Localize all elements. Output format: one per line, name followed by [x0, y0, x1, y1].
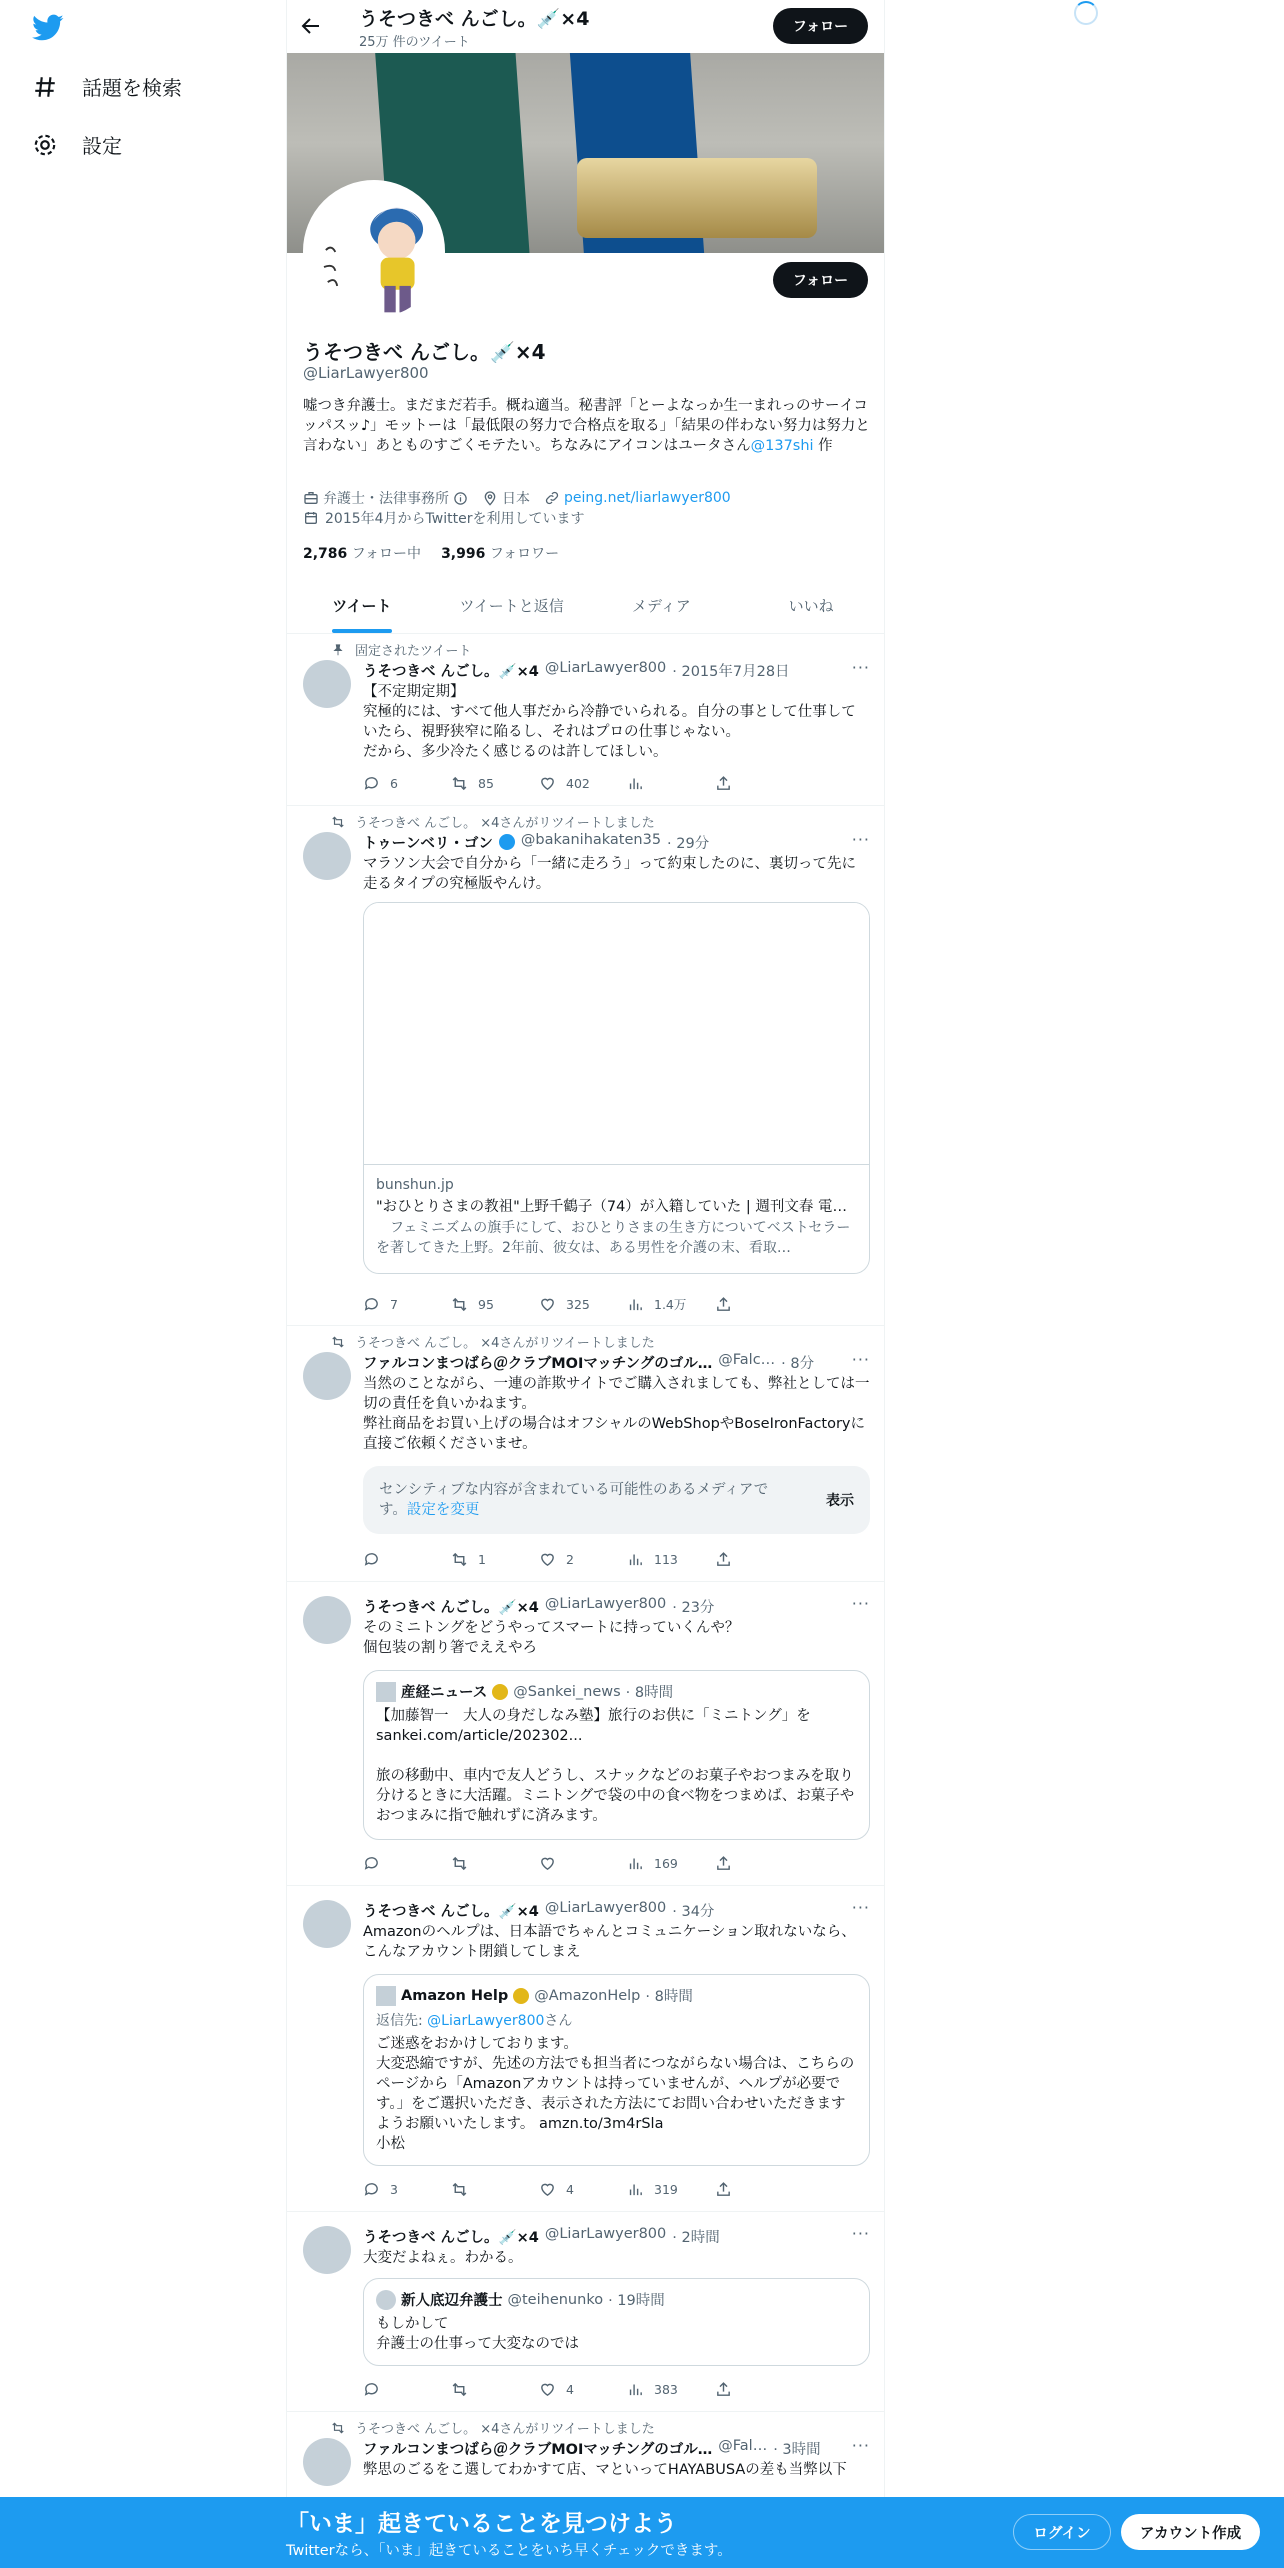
calendar-icon [303, 510, 319, 526]
tweet[interactable] [287, 806, 885, 1326]
tweet-header [363, 1900, 870, 1921]
tweet-time[interactable]: · 34分 [672, 1904, 715, 1920]
profile-url[interactable] [544, 490, 731, 506]
like-count: 4 [566, 2382, 574, 2397]
avatar[interactable] [303, 2226, 351, 2274]
bio-suffix: 作 [813, 438, 833, 454]
tweet-author-name[interactable]: うそつきべ んごし。💉×4 [363, 664, 539, 680]
like-button[interactable] [539, 2381, 627, 2398]
tweet-text: 大変だよねぇ。わかる。 [363, 2250, 523, 2266]
followers-link[interactable] [441, 543, 559, 563]
nav-explore[interactable] [32, 72, 182, 101]
gear-icon [32, 132, 58, 158]
like-button[interactable] [539, 2181, 627, 2198]
quoted-tweet-header [376, 1985, 857, 2006]
avatar[interactable] [303, 1900, 351, 1948]
quoted-author-handle: @Sankei_news [513, 1683, 621, 1700]
quoted-text: 【加藤智一 大人の身だしなみ塾】旅行のお供に「ミニトング」を sankei.com/article/202302... 旅の移動中、車内で友人どうし、スナックなどのお菓子やおつまみを取り分けるときに大活躍。ミニトングで袋の中の食べ物をつまめば、お菓子やおつまみに指で触れずに済みます。 [376, 1708, 855, 1824]
reply-icon [363, 2181, 380, 2198]
signup-button[interactable]: アカウント作成 [1121, 2514, 1260, 2550]
tweet-context-label: うそつきべ んごし。 ×4さんがリツイートしました [355, 1336, 655, 1351]
profile-joined-label: 2015年4月からTwitterを利用しています [325, 511, 585, 527]
heart-icon [539, 2181, 556, 2198]
like-count: 2 [566, 1552, 574, 1567]
tweet-text: Amazonのヘルプは、日本語でちゃんとコミュニケーション取れないなら、こんなアカウント閉鎖してしまえ [363, 1924, 856, 1960]
avatar[interactable] [303, 1352, 351, 1400]
quoted-time: · 8時間 [645, 1989, 693, 2005]
more-icon[interactable]: ··· [851, 2224, 870, 2243]
retweet-button[interactable] [451, 775, 539, 792]
followers-label: フォロワー [489, 546, 560, 562]
profile-name: うそつきべ んごし。💉×4 [303, 340, 546, 364]
tweet-text: 弊思のごるをこ選してわかすて店、マといってHAYABUSAの差も当弊以下 [363, 2462, 847, 2478]
tweet-author-handle[interactable]: @LiarLawyer800 [544, 1900, 667, 1916]
reply-icon [363, 1855, 380, 1872]
topbar-follow-button[interactable]: フォロー [773, 8, 868, 44]
like-count: 4 [566, 2182, 574, 2197]
reply-icon [363, 2381, 380, 2398]
signup-banner-title: 「いま」起きていることを見つけよう [286, 2511, 677, 2537]
share-icon [715, 2181, 732, 2198]
reply-icon [363, 1296, 380, 1313]
share-button[interactable] [715, 2181, 803, 2198]
tweet-author-handle[interactable]: @LiarLawyer800 [544, 1596, 667, 1612]
share-button[interactable] [715, 775, 803, 792]
retweet-icon [451, 1296, 468, 1313]
tweet[interactable] [287, 1326, 885, 1582]
tweet-header [363, 2438, 826, 2459]
reply-icon [363, 775, 380, 792]
profile-tabs [287, 578, 885, 634]
profile-info [287, 0, 885, 634]
tweet-author-handle[interactable]: @LiarLawyer800 [544, 2226, 667, 2242]
link-card-description: フェミニズムの旗手にして、おひとりさまの生き方についてベストセラーを著してきた上野。2年前、彼女は、ある男性を介護の末、看取… [376, 1220, 851, 1256]
verified-gold-badge-icon [492, 1684, 508, 1700]
views-button[interactable] [627, 2381, 715, 2398]
topbar-tweet-count: 25万 件のツイート [359, 35, 470, 50]
tweet-text: 当然のことながら、一連の詐欺サイトでご購入されましても、弊社としては一切の責任を負いかねます。 弊社商品をお買い上げの場合はオフシャルのWebShopやBoseIronFactoryに直接ご依頼くださいませ。 [363, 1376, 870, 1452]
tweet-actions [363, 775, 803, 792]
tweet-context [331, 812, 655, 831]
reply-icon [363, 1551, 380, 1568]
tweet-time[interactable]: · 2時間 [672, 2230, 720, 2246]
views-button[interactable] [627, 1295, 715, 1313]
tab-likes[interactable]: いいね [788, 597, 834, 615]
analytics-icon [627, 775, 644, 792]
retweet-count: 85 [478, 776, 494, 791]
quoted-tweet[interactable] [363, 2278, 870, 2366]
show-media-button[interactable]: 表示 [826, 1493, 854, 1509]
quoted-author-name: 新人底辺弁護士 [401, 2293, 503, 2309]
tweet-actions [363, 2381, 803, 2398]
quoted-avatar [376, 1682, 396, 1702]
sensitive-warning-text [379, 1480, 779, 1520]
profile-follow-stats [303, 543, 559, 563]
tab-tweets[interactable]: ツイート [287, 578, 437, 633]
analytics-icon [627, 2181, 644, 2198]
profile-location-label: 日本 [502, 491, 530, 507]
retweet-button[interactable] [451, 2381, 539, 2398]
reply-to-prefix: 返信先: [376, 2013, 428, 2029]
tweet-context-label: うそつきべ んごし。 ×4さんがリツイートしました [355, 2422, 655, 2437]
profile-joined [303, 508, 584, 528]
heart-icon [539, 1855, 556, 1872]
quoted-author-name: 産経ニュース [401, 1685, 488, 1701]
like-button[interactable] [539, 775, 627, 792]
retweet-icon [331, 2421, 345, 2435]
tweet-author-handle[interactable]: @Fal… [718, 2438, 768, 2454]
share-icon [715, 775, 732, 792]
views-button[interactable] [627, 1855, 715, 1872]
avatar[interactable] [303, 832, 351, 880]
reply-button[interactable] [363, 1551, 451, 1568]
like-button[interactable] [539, 1551, 627, 1568]
views-button[interactable] [627, 2181, 715, 2198]
share-button[interactable] [715, 1551, 803, 1568]
avatar[interactable] [303, 660, 351, 708]
reply-button[interactable] [363, 775, 451, 792]
share-icon [715, 1296, 732, 1313]
tweet-header [363, 660, 870, 681]
reply-count: 6 [390, 776, 398, 791]
quoted-author-handle: @teihenunko [507, 2291, 604, 2308]
quoted-tweet-header [376, 1681, 857, 1702]
tweet-author-handle[interactable]: @LiarLawyer800 [544, 660, 667, 676]
link-card-image [364, 903, 869, 1165]
retweet-button[interactable] [451, 1551, 539, 1568]
hashtag-icon [32, 74, 58, 100]
profile-column [286, 0, 885, 2568]
avatar[interactable] [303, 1596, 351, 1644]
profile-url-link[interactable]: peing.net/liarlawyer800 [564, 490, 731, 506]
avatar[interactable] [303, 2438, 351, 2486]
quoted-reply-to [376, 2010, 857, 2030]
share-button[interactable] [715, 1855, 803, 1872]
quoted-text: ご迷惑をおかけしております。 大変恐縮ですが、先述の方法でも担当者につながらない場合は、こちらのページから「Amazonアカウントは持っていませんが、ヘルプが必要です。」をご選択いただき、表示された方法にてお問い合わせいただきますようお願いいたします。 amzn.to/3m4rSla 小松 [376, 2036, 855, 2152]
tweet-actions [363, 2181, 803, 2198]
retweet-icon [451, 775, 468, 792]
tweet-header [363, 832, 870, 853]
tweet[interactable] [287, 634, 885, 806]
reply-to-link[interactable]: @LiarLawyer800 [427, 2013, 545, 2029]
tweet-time[interactable]: · 3時間 [773, 2442, 821, 2458]
more-icon[interactable]: ··· [851, 1898, 870, 1917]
share-icon [715, 1551, 732, 1568]
tweet-context [331, 1332, 655, 1351]
views-count: 319 [654, 2182, 678, 2197]
tweet-time[interactable]: · 8分 [781, 1356, 815, 1372]
quoted-author-handle: @AmazonHelp [534, 1987, 641, 2004]
quoted-text: もしかして 弁護士の仕事って大変なのでは [376, 2316, 579, 2352]
nav-explore-label: 話題を検索 [82, 76, 182, 100]
sensitive-media-warning [363, 1466, 870, 1534]
profile-category-label: 弁護士・法律事務所 [323, 491, 449, 507]
reply-button[interactable] [363, 2381, 451, 2398]
analytics-icon [627, 1855, 644, 1872]
tweet-context [331, 640, 471, 659]
like-button[interactable] [539, 1855, 627, 1872]
tweet-author-name[interactable]: ファルコンまつばら＠クラブMOIマッチングのゴル… [363, 2442, 713, 2458]
tweet-actions [363, 1855, 803, 1872]
tweet-actions [363, 1551, 803, 1568]
loading-spinner-icon [1074, 1, 1098, 25]
retweet-button[interactable] [451, 1855, 539, 1872]
followers-count: 3,996 [441, 546, 486, 562]
info-icon[interactable] [453, 491, 468, 506]
profile-bio [303, 396, 871, 456]
tweet-header [363, 1596, 870, 1617]
tweet-author-name[interactable]: うそつきべ んごし。💉×4 [363, 2230, 539, 2246]
profile-category [303, 488, 468, 508]
views-count: 1.4万 [654, 1297, 687, 1312]
analytics-icon [627, 1551, 644, 1568]
quoted-tweet[interactable] [363, 1670, 870, 1840]
views-count: 113 [654, 1552, 678, 1567]
location-pin-icon [482, 490, 498, 506]
quoted-avatar [376, 2290, 396, 2310]
retweet-count: 1 [478, 1552, 486, 1567]
more-icon[interactable]: ··· [851, 1350, 870, 1369]
tab-tweets-replies[interactable]: ツイートと返信 [459, 597, 564, 615]
following-label: フォロー中 [351, 546, 422, 562]
bio-text: 嘘つき弁護士。まだまだ若手。概ね適当。秘書評「とーよなっか生一まれっのサーイコッパスッ♪」モットーは「最低限の努力で合格点を取る」「結果の伴わない努力は努力と言わない」あとものすごくモテたい。ちなみにアイコンはユータさん [303, 398, 870, 454]
change-settings-link[interactable]: 設定を変更 [406, 1502, 480, 1518]
quoted-tweet[interactable] [363, 1974, 870, 2166]
like-count: 325 [566, 1296, 590, 1312]
profile-location [482, 488, 530, 508]
pin-icon [331, 643, 345, 657]
share-icon [715, 1855, 732, 1872]
following-count: 2,786 [303, 546, 348, 562]
tweet-time[interactable]: · 29分 [667, 836, 710, 852]
profile-follow-button[interactable]: フォロー [773, 262, 868, 298]
link-card[interactable] [363, 902, 870, 1274]
link-card-title: "おひとりさまの教祖"上野千鶴子（74）が入籍していた | 週刊文春 電… [376, 1199, 847, 1215]
tweet-author-name[interactable]: ファルコンまつばら＠クラブMOIマッチングのゴル… [363, 1356, 713, 1372]
tab-media[interactable]: メディア [631, 597, 691, 615]
bio-mention-link[interactable]: @137shi [750, 438, 814, 454]
signup-banner [0, 2497, 1284, 2568]
retweet-icon [451, 1551, 468, 1568]
retweet-button[interactable] [451, 1295, 539, 1313]
tweet-context-label: うそつきべ んごし。 ×4さんがリツイートしました [355, 816, 655, 831]
retweet-icon [451, 2181, 468, 2198]
views-count: 383 [654, 2382, 678, 2397]
tweet-text: 【不定期定期】 究極的には、すべて他人事だから冷静でいられる。自分の事として仕事していたら、視野狭窄に陥るし、それはプロの仕事じゃない。 だから、多少冷たく感じるのは許してほしい。 [363, 684, 856, 760]
retweet-icon [451, 2381, 468, 2398]
tweet[interactable] [287, 2212, 885, 2412]
tweet-author-name[interactable]: うそつきべ んごし。💉×4 [363, 1600, 539, 1616]
profile-meta [303, 488, 731, 508]
views-count: 169 [654, 1856, 678, 1871]
more-icon[interactable]: ··· [851, 658, 870, 677]
reply-button[interactable] [363, 2181, 451, 2198]
tweet-context-label: 固定されたツイート [355, 644, 472, 659]
reply-button[interactable] [363, 1855, 451, 1872]
profile-handle: @LiarLawyer800 [303, 364, 429, 382]
heart-icon [539, 775, 556, 792]
sensitive-warning-label: センシティブな内容が含まれている可能性のあるメディアです。 [379, 1482, 769, 1518]
share-icon [715, 2381, 732, 2398]
reply-count: 3 [390, 2182, 398, 2197]
twitter-logo-icon[interactable] [32, 14, 64, 42]
heart-icon [539, 1296, 556, 1313]
signup-banner-subtitle: Twitterなら、「いま」起きていることをいち早くチェックできます。 [286, 2543, 732, 2559]
tweet-time[interactable]: · 2015年7月28日 [672, 664, 790, 680]
quoted-tweet-header [376, 2289, 857, 2310]
reply-to-suffix: さん [544, 2013, 573, 2029]
tweet-author-name[interactable]: うそつきべ んごし。💉×4 [363, 1904, 539, 1920]
quoted-time: · 8時間 [625, 1685, 674, 1701]
analytics-icon [627, 1296, 644, 1313]
heart-icon [539, 2381, 556, 2398]
more-icon[interactable]: ··· [851, 1594, 870, 1613]
nav-settings-label: 設定 [82, 134, 122, 158]
tweet-actions [363, 1295, 803, 1313]
reply-button[interactable] [363, 1295, 451, 1313]
views-button[interactable] [627, 1551, 715, 1568]
reply-count: 7 [390, 1296, 398, 1312]
topbar-title: うそつきべ んごし。💉×4 [359, 8, 590, 30]
link-card-domain: bunshun.jp [376, 1177, 454, 1193]
like-button[interactable] [539, 1295, 627, 1313]
tweet-header [363, 1352, 826, 1373]
tweet[interactable] [287, 1886, 885, 2212]
retweet-count: 95 [478, 1296, 494, 1312]
tweet-feed [287, 634, 885, 2532]
quoted-time: · 19時間 [608, 2293, 665, 2309]
retweet-icon [451, 1855, 468, 1872]
login-button[interactable]: ログイン [1013, 2514, 1111, 2550]
more-icon[interactable]: ··· [851, 2436, 870, 2455]
following-link[interactable] [303, 543, 421, 563]
tweet-author-handle[interactable]: @bakanihakaten35 [520, 832, 662, 848]
tweet-header [363, 2226, 870, 2247]
tweet-text: そのミニトングをどうやってスマートに持っていくんや？ 個包装の割り箸でええやろ [363, 1620, 740, 1656]
like-count: 402 [566, 776, 590, 791]
briefcase-icon [303, 490, 319, 506]
nav-settings[interactable] [32, 130, 122, 159]
share-button[interactable] [715, 2381, 803, 2398]
tweet-author-name[interactable]: トゥーンベリ・ゴン [363, 836, 493, 852]
verified-gold-badge-icon [513, 1988, 529, 2004]
analytics-icon [627, 2381, 644, 2398]
tweet-time[interactable]: · 23分 [672, 1600, 715, 1616]
link-icon [544, 490, 560, 506]
retweet-icon [331, 815, 345, 829]
quoted-author-name: Amazon Help [401, 1987, 509, 2004]
retweet-icon [331, 1335, 345, 1349]
verified-badge-icon [499, 834, 515, 850]
heart-icon [539, 1551, 556, 1568]
views-button[interactable] [627, 775, 715, 792]
quoted-avatar [376, 1986, 396, 2006]
more-icon[interactable]: ··· [851, 830, 870, 849]
tweet-text: マラソン大会で自分から「一緒に走ろう」って約束したのに、裏切って先に走るタイプの究極版やんけ。 [363, 856, 856, 892]
tweet-author-handle[interactable]: @Falc… [718, 1352, 776, 1368]
tweet-context [331, 2418, 655, 2437]
retweet-button[interactable] [451, 2181, 539, 2198]
tweet[interactable] [287, 1582, 885, 1886]
share-button[interactable] [715, 1295, 803, 1313]
